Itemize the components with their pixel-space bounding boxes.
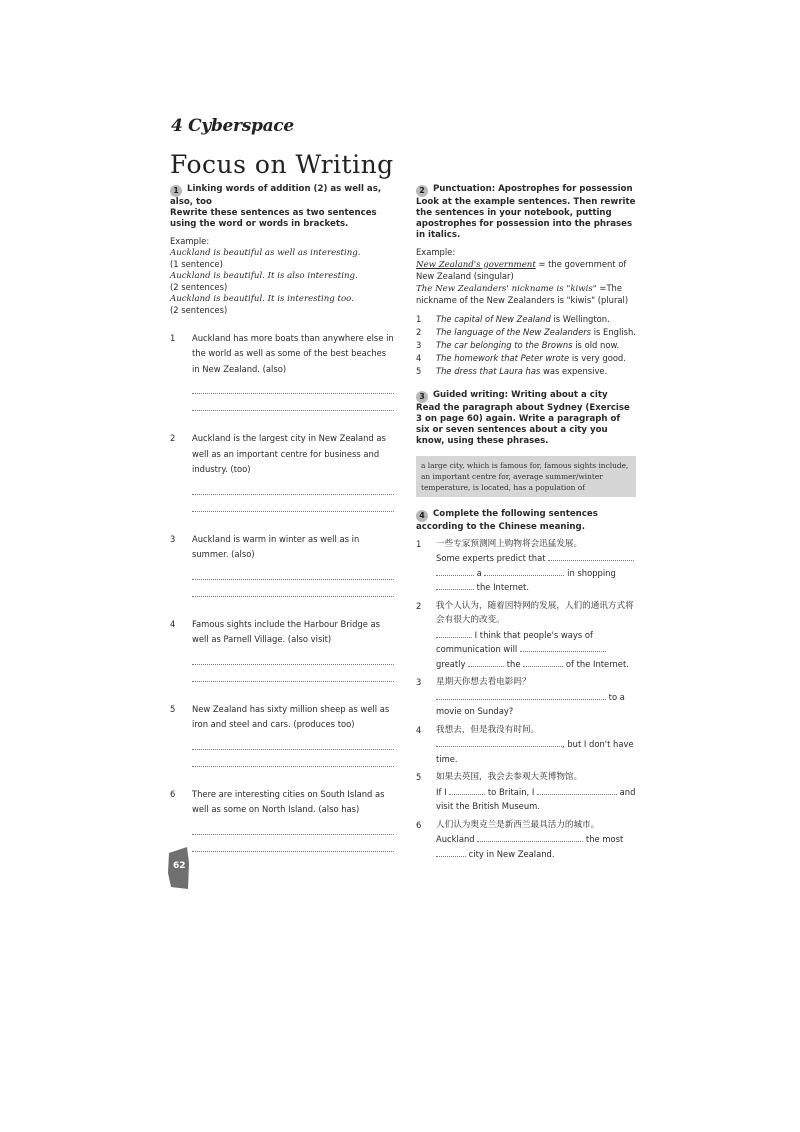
- sentence-fragment: in shopping: [564, 567, 616, 578]
- answer-line[interactable]: [192, 648, 394, 665]
- answer-line[interactable]: [192, 563, 394, 580]
- chinese-sentence: 星期天你想去看电影吗？: [436, 677, 531, 687]
- example-label: Example:: [170, 236, 210, 246]
- sentence-fragment: Some experts predict that: [436, 553, 549, 563]
- phrase-box: a large city, which is famous for, famous sights include, an important centre for, average summer/winter temperature, is located, has a population of: [416, 456, 636, 497]
- list-item: [416, 326, 636, 339]
- example-explanation: = the government of New Zealand (singular): [416, 258, 627, 281]
- chinese-sentence: 一些专家预测网上购物将会迅猛发展。: [436, 538, 583, 549]
- answer-line[interactable]: [192, 495, 394, 512]
- item-number: 5: [416, 772, 422, 782]
- apostrophe-list: [416, 313, 636, 378]
- item-italic: The car belonging to the Browns: [436, 339, 573, 350]
- example-line: Auckland is beautiful as well as interesting.: [170, 247, 361, 258]
- exercise-title: Linking words of addition (2) as well as, also, too: [170, 184, 382, 207]
- sentence-fragment: to Britain, I: [485, 786, 537, 797]
- sentence-fragment: , but I don't have time.: [436, 739, 634, 764]
- exercise-3-heading: [416, 390, 636, 403]
- item-italic: The language of the New Zealanders: [436, 326, 592, 337]
- sentence-fragment: the Internet.: [474, 582, 529, 592]
- item-number: 5: [170, 703, 176, 714]
- example-line: Auckland is beautiful. It is also interesting.: [170, 270, 358, 281]
- sentence-fragment: to a movie on Sunday?: [436, 691, 625, 716]
- exercise-instruction: Complete the following sentences according to the Chinese meaning.: [416, 508, 598, 532]
- example-explanation: =The nickname of the New Zealanders is "kiwis" (plural): [416, 282, 629, 305]
- answer-line[interactable]: [192, 377, 394, 394]
- blank[interactable]: [449, 786, 485, 795]
- list-item: [416, 313, 636, 326]
- exercise-1-heading: [170, 184, 396, 208]
- item-number: 3: [416, 339, 422, 350]
- exercise-number-badge: 3: [416, 391, 428, 403]
- list-item: [170, 617, 396, 648]
- sentence-fragment: city in New Zealand.: [466, 848, 555, 859]
- item-number: 1: [416, 538, 422, 549]
- exercise-title: Punctuation: Apostrophes for possession: [433, 184, 633, 194]
- item-number: 6: [170, 788, 176, 799]
- blank[interactable]: [520, 643, 606, 652]
- item-text: Auckland is the largest city in New Zealand as well as an important centre for business and industry. (too): [192, 433, 386, 474]
- example-line: (2 sentences): [170, 305, 228, 315]
- answer-line[interactable]: [192, 750, 394, 767]
- page-number-tab: [167, 845, 191, 890]
- list-item: [416, 339, 636, 352]
- blank[interactable]: [436, 691, 606, 700]
- item-number: 4: [170, 618, 176, 629]
- blank[interactable]: [436, 629, 472, 638]
- sentence-fragment: the most: [583, 834, 624, 844]
- example-line: [416, 283, 636, 307]
- sentence-fragment: of the Internet.: [563, 658, 629, 669]
- list-item: [170, 532, 396, 563]
- item-number: 3: [416, 677, 422, 687]
- page-number: 62: [173, 861, 186, 871]
- translation-item: [416, 675, 636, 719]
- exercise-number-badge: 1: [170, 185, 182, 197]
- item-number: 4: [416, 352, 422, 363]
- sentence-fragment: I think that people's ways of communication will: [436, 629, 593, 654]
- blank[interactable]: [436, 567, 474, 576]
- blank[interactable]: [523, 658, 563, 667]
- exercise-instruction: Read the paragraph about Sydney (Exercise 3 on page 60) again. Write a paragraph of six or seven sentences about a city you know, using these phrases.: [416, 402, 630, 446]
- example-label: Example:: [416, 247, 456, 257]
- blank[interactable]: [436, 848, 466, 857]
- list-item: [416, 365, 636, 378]
- blank[interactable]: [468, 658, 504, 667]
- exercise-4-heading: [416, 509, 636, 533]
- list-item: [170, 787, 396, 818]
- example-line: (2 sentences): [170, 282, 228, 292]
- exercise-number-badge: 4: [416, 510, 428, 522]
- blank[interactable]: [477, 833, 583, 842]
- blank[interactable]: [436, 738, 562, 747]
- list-item: [416, 352, 636, 365]
- chinese-sentence: 我个人认为，随着因特网的发展，人们的通讯方式将会有很大的改变。: [436, 600, 634, 625]
- example-phrase: New Zealand's government: [416, 259, 536, 270]
- unit-heading: 4 Cyberspace: [171, 116, 294, 136]
- item-number: 3: [170, 533, 176, 544]
- item-text: is Wellington.: [550, 313, 610, 324]
- sentence-fragment: and visit the British Museum.: [436, 786, 636, 811]
- page-title: Focus on Writing: [170, 150, 394, 179]
- blank[interactable]: [436, 581, 474, 590]
- item-italic: The dress that Laura has: [436, 365, 541, 376]
- exercise-instruction: Rewrite these sentences as two sentences using the word or words in brackets.: [170, 208, 377, 229]
- answer-line[interactable]: [192, 733, 394, 750]
- chinese-sentence: 人们认为奥克兰是新西兰最具活力的城市。: [436, 819, 600, 830]
- item-text: There are interesting cities on South Island as well as some on North Island. (also has): [192, 788, 385, 814]
- item-number: 6: [416, 819, 422, 830]
- translation-item: [416, 723, 636, 767]
- answer-line[interactable]: [192, 665, 394, 682]
- answer-line[interactable]: [192, 580, 394, 597]
- sentence-fragment: the: [504, 658, 524, 669]
- answer-line[interactable]: [192, 818, 394, 835]
- item-number: 4: [416, 724, 422, 735]
- translation-item: [416, 599, 636, 672]
- list-item: [170, 331, 396, 378]
- item-text: New Zealand has sixty million sheep as well as iron and steel and cars. (produces too): [192, 703, 390, 729]
- item-number: 1: [416, 313, 422, 324]
- exercise-number-badge: 2: [416, 185, 428, 197]
- list-item: [170, 702, 396, 733]
- exercise-instruction: Look at the example sentences. Then rewrite the sentences in your notebook, putting apostrophes for possession into the phrases in italics.: [416, 197, 636, 240]
- list-item: [170, 431, 396, 478]
- item-number: 2: [416, 600, 422, 611]
- answer-line[interactable]: [192, 835, 394, 852]
- sentence-fragment: If I: [436, 786, 450, 797]
- example-phrase: The New Zealanders' nickname is "kiwis": [416, 283, 597, 294]
- item-italic: The homework that Peter wrote: [436, 352, 570, 363]
- item-text: was expensive.: [540, 365, 608, 376]
- item-number: 1: [170, 332, 176, 343]
- item-text: Auckland is warm in winter as well as in summer. (also): [192, 533, 360, 559]
- item-text: Auckland has more boats than anywhere else in the world as well as some of the best beaches in New Zealand. (also): [192, 332, 394, 374]
- sentence-fragment: a: [474, 567, 485, 578]
- chinese-sentence: 我想去，但是我没有时间。: [436, 724, 540, 735]
- item-text: is English.: [591, 326, 636, 337]
- sentence-fragment: Auckland: [436, 834, 478, 844]
- example-line: Auckland is beautiful. It is interesting too.: [170, 293, 354, 304]
- item-text: is very good.: [569, 352, 626, 363]
- right-column: [416, 184, 636, 861]
- item-text: Famous sights include the Harbour Bridge as well as Parnell Village. (also visit): [192, 618, 381, 644]
- item-number: 5: [416, 365, 422, 376]
- blank[interactable]: [548, 552, 634, 561]
- blank[interactable]: [537, 786, 617, 795]
- answer-line[interactable]: [192, 478, 394, 495]
- item-number: 2: [170, 433, 176, 443]
- item-italic: The capital of New Zealand: [436, 313, 551, 324]
- sentence-fragment: greatly: [436, 658, 469, 669]
- example-line: [416, 259, 636, 283]
- left-column: [170, 184, 396, 852]
- translation-item: [416, 818, 636, 862]
- answer-line[interactable]: [192, 394, 394, 411]
- chinese-sentence: 如果去英国，我会去参观大英博物馆。: [436, 772, 583, 782]
- example-line: (1 sentence): [170, 259, 223, 269]
- item-number: 2: [416, 326, 422, 337]
- translation-item: [416, 770, 636, 814]
- translation-item: [416, 537, 636, 595]
- item-text: is old now.: [572, 339, 620, 350]
- exercise-title: Guided writing: Writing about a city: [433, 389, 608, 400]
- exercise-2-heading: [416, 184, 636, 197]
- blank[interactable]: [484, 567, 564, 576]
